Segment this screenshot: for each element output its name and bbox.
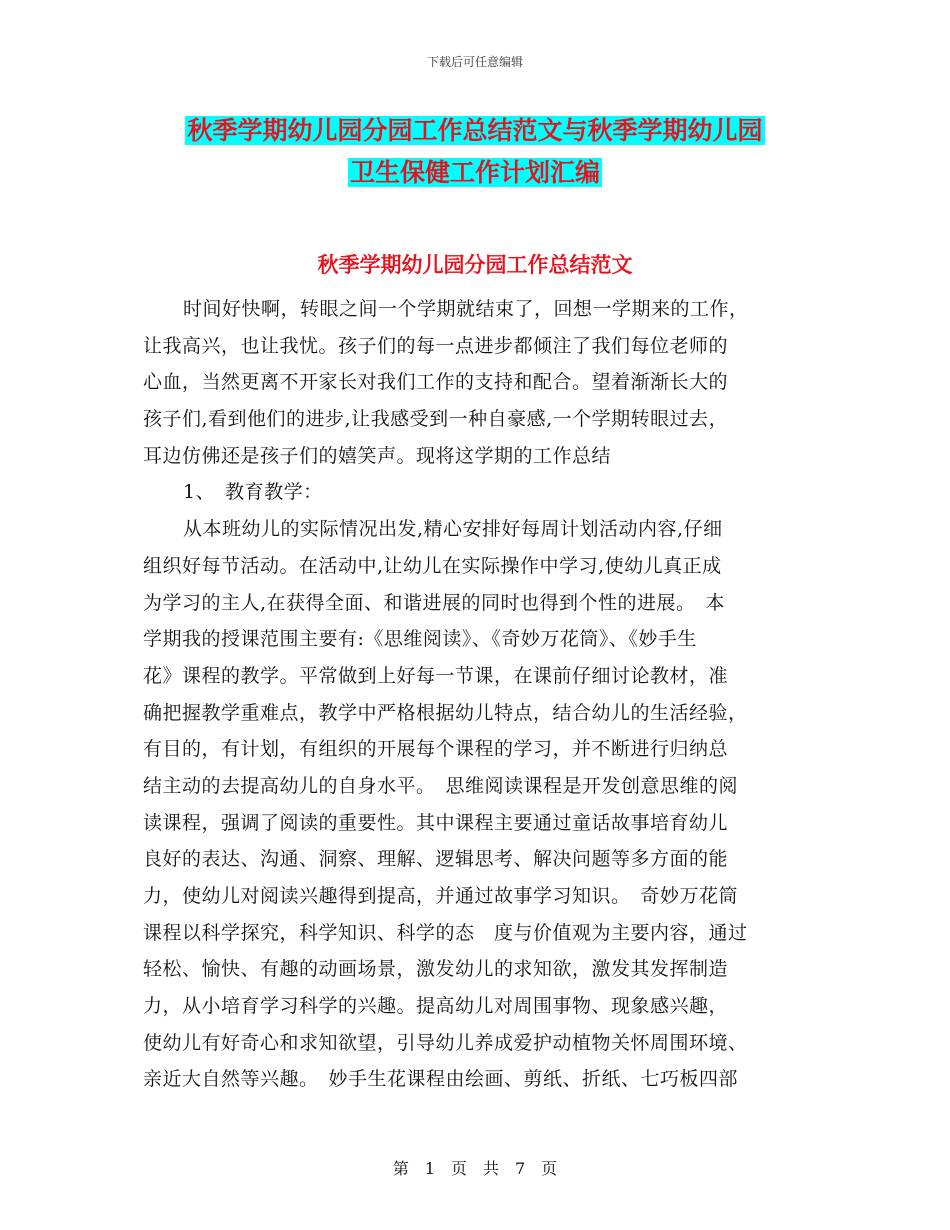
text-line: 力，使幼儿对阅读兴趣得到提高，并通过故事学习知识。 奇妙万花筒 bbox=[143, 885, 739, 907]
text-line: 耳边仿佛还是孩子们的嬉笑声。现将这学期的工作总结 bbox=[143, 444, 612, 467]
text-line: 使幼儿有好奇心和求知欲望，引导幼儿养成爱护动植物关怀周围环境、 bbox=[143, 1031, 748, 1054]
text-line: 力，从小培育学习科学的兴趣。提高幼儿对周围事物、现象感兴趣， bbox=[143, 995, 729, 1018]
text-line: 亲近大自然等兴趣。 妙手生花课程由绘画、剪纸、折纸、七巧板四部 bbox=[143, 1068, 739, 1091]
page-footer: 第 1 页 共 7 页 bbox=[392, 1159, 558, 1178]
text-line: 良好的表达、沟通、洞察、理解、逻辑思考、解决问题等多方面的能 bbox=[143, 848, 729, 871]
text-line: 时间好快啊，转眼之间一个学期就结束了，回想一学期来的工作， bbox=[183, 298, 749, 320]
list-heading: 1、 教育教学： bbox=[183, 481, 323, 504]
document-title-line-1 bbox=[0, 113, 950, 149]
text-line: 读课程，强调了阅读的重要性。其中课程主要通过童话故事培育幼儿 bbox=[143, 811, 729, 834]
text-line: 为学习的主人,在获得全面、和谐进展的同时也得到个性的进展。 本 bbox=[143, 591, 726, 614]
text-line: 确把握教学重难点，教学中严格根据幼儿特点，结合幼儿的生活经验， bbox=[143, 701, 748, 724]
text-line: 学期我的授课范围主要有:《思维阅读》、《奇妙万花筒》、《妙手生 bbox=[143, 628, 697, 651]
section-title: 秋季学期幼儿园分园工作总结范文 bbox=[317, 252, 633, 277]
text-line: 有目的，有计划，有组织的开展每个课程的学习，并不断进行归纳总 bbox=[143, 738, 729, 761]
body-text bbox=[143, 291, 808, 1098]
text-line: 从本班幼儿的实际情况出发,精心安排好每周计划活动内容,仔细 bbox=[183, 518, 723, 541]
header-note: 下载后可任意编辑 bbox=[426, 55, 523, 69]
text-line: 轻松、愉快、有趣的动画场景，激发幼儿的求知欲，激发其发挥制造 bbox=[143, 958, 729, 981]
title-highlight-1: 秋季学期幼儿园分园工作总结范文与秋季学期幼儿园 bbox=[187, 116, 763, 145]
text-line: 组织好每节活动。在活动中,让幼儿在实际操作中学习,使幼儿真正成 bbox=[143, 554, 722, 577]
title-highlight-2: 卫生保健工作计划汇编 bbox=[349, 158, 600, 187]
text-line: 让我高兴，也让我忧。孩子们的每一点进步都倾注了我们每位老师的 bbox=[143, 334, 729, 357]
text-line: 花》课程的教学。平常做到上好每一节课，在课前仔细讨论教材，准 bbox=[143, 664, 729, 687]
text-line: 孩子们,看到他们的进步,让我感受到一种自豪感,一个学期转眼过去， bbox=[143, 408, 729, 431]
text-line: 心血，当然更离不开家长对我们工作的支持和配合。望着渐渐长大的 bbox=[143, 371, 729, 394]
document-title-line-2 bbox=[0, 155, 950, 191]
text-line: 课程以科学探究，科学知识、科学的态 度与价值观为主要内容，通过 bbox=[143, 921, 748, 944]
text-line: 结主动的去提高幼儿的自身水平。 思维阅读课程是开发创意思维的阅 bbox=[143, 774, 739, 797]
